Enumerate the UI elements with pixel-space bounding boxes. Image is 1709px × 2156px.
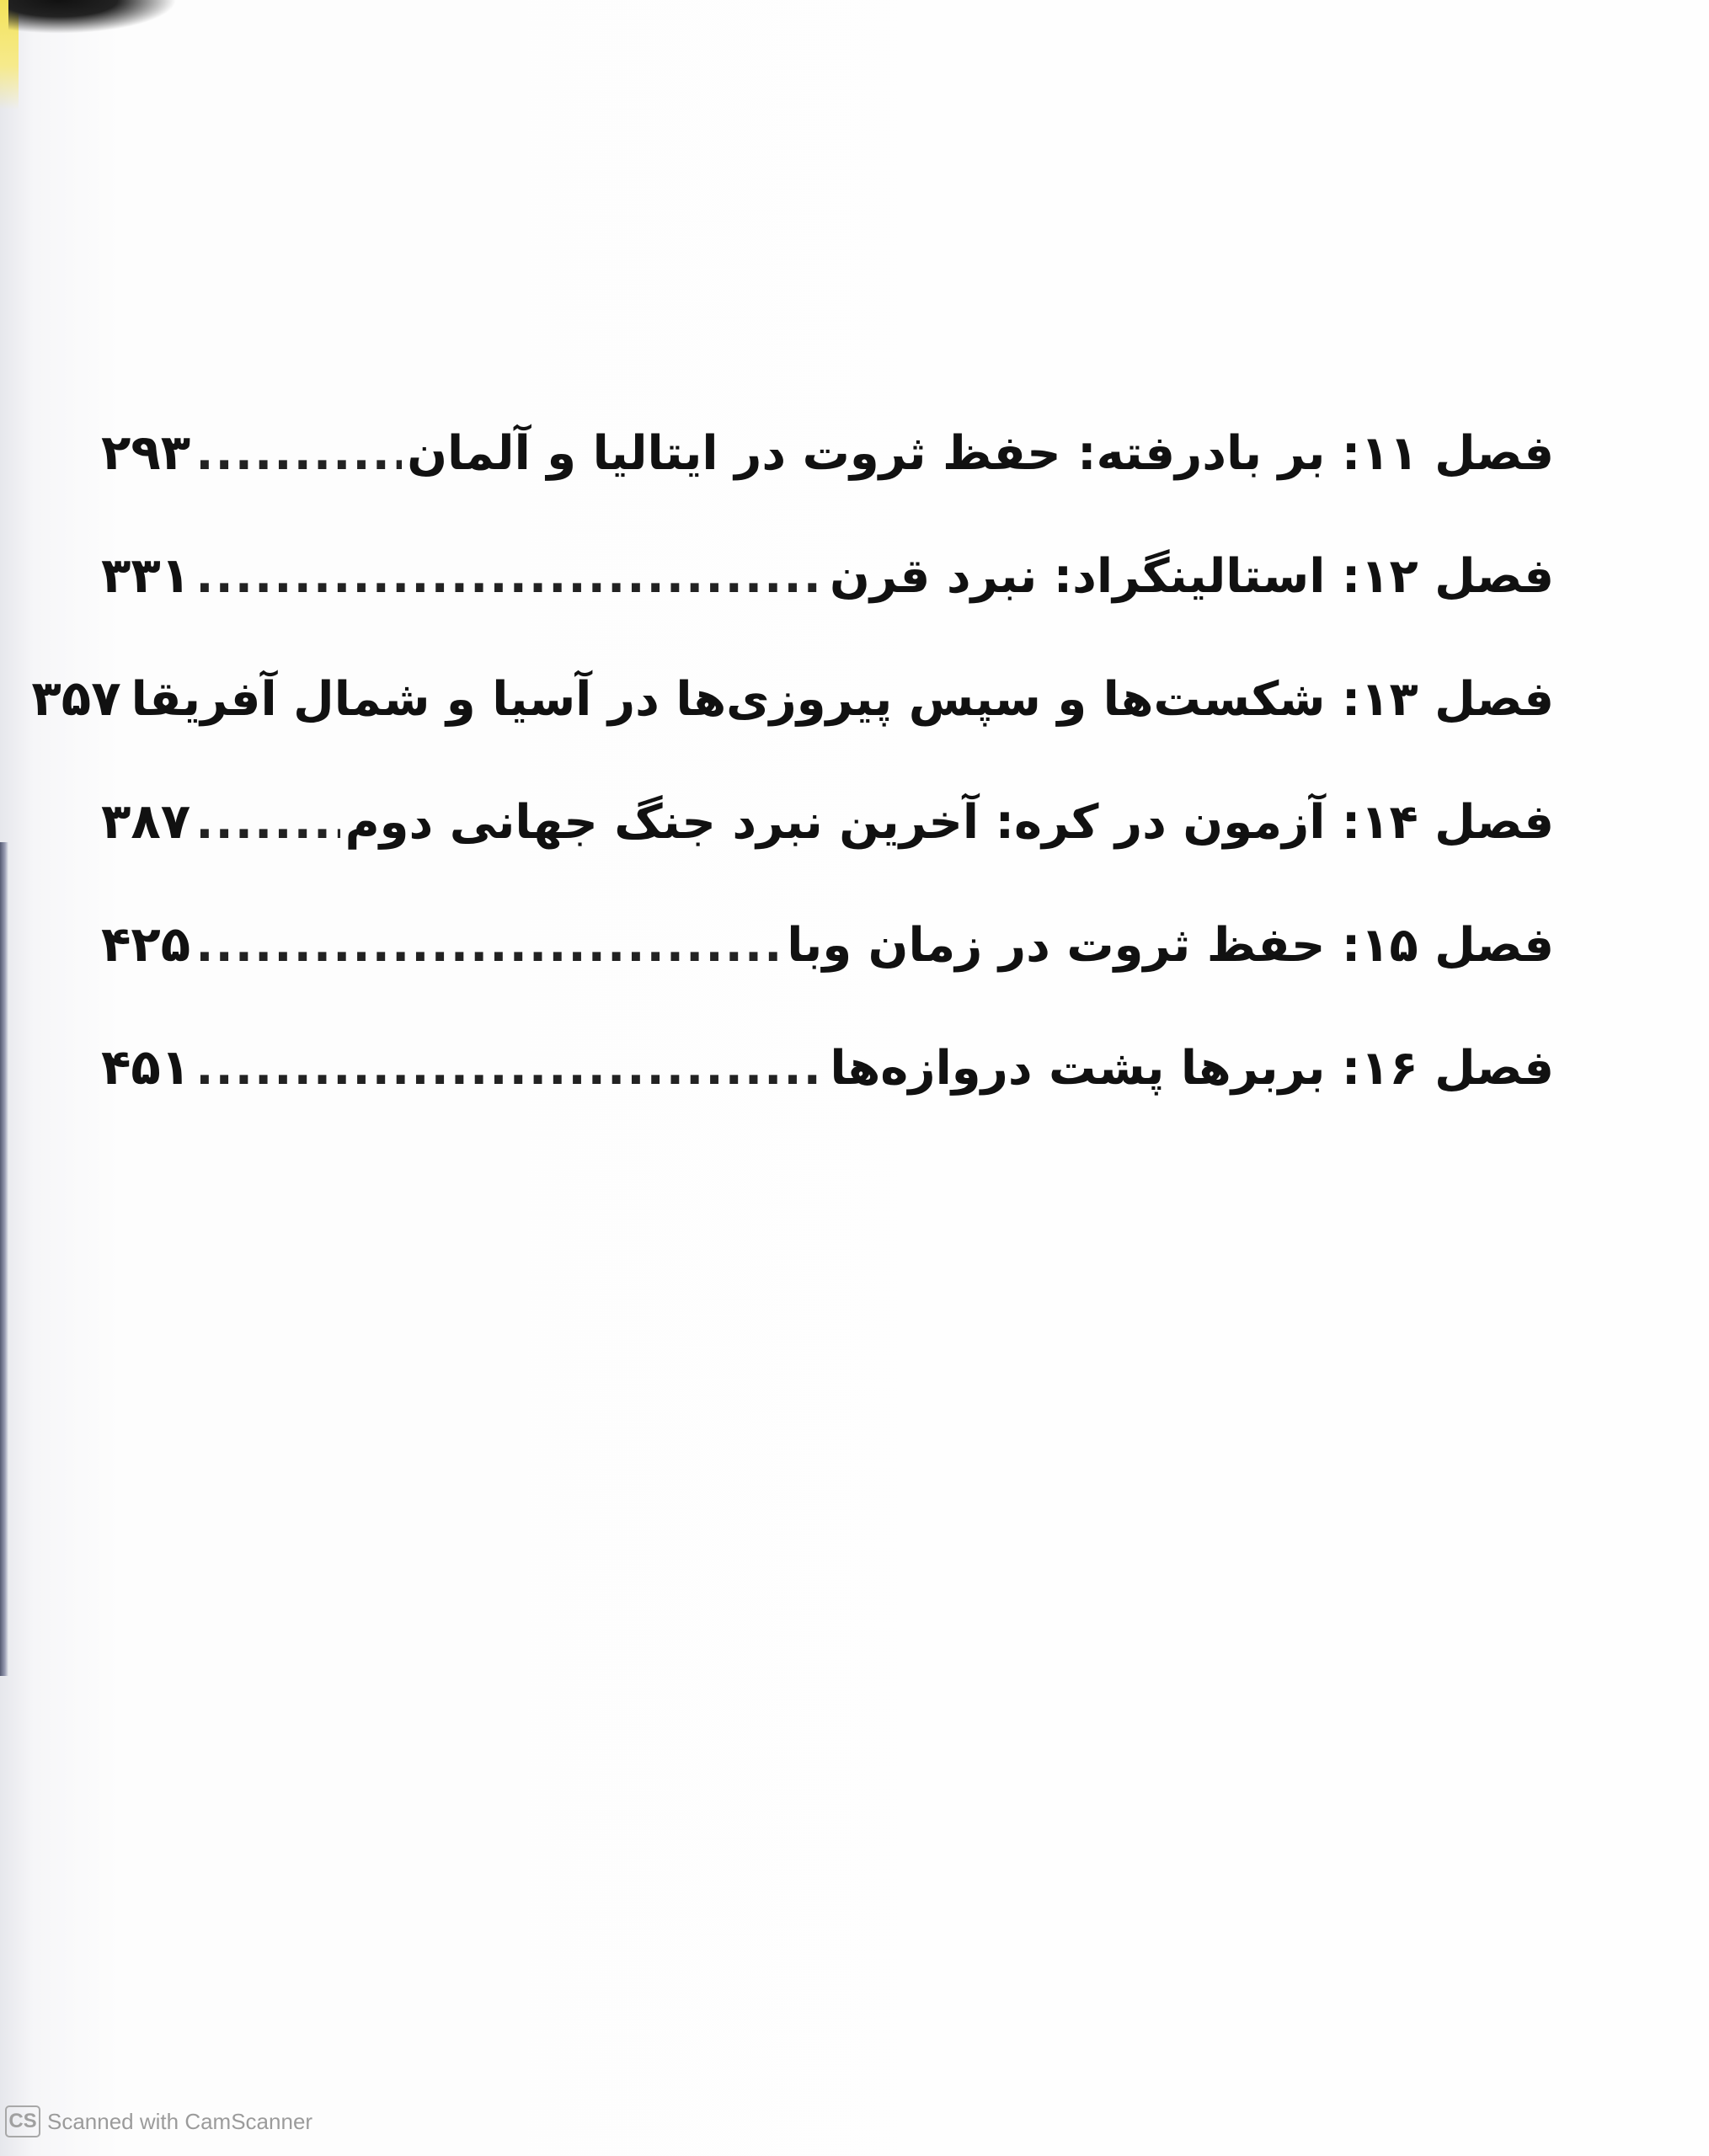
toc-entry-page: ۳۸۷	[101, 792, 191, 850]
toc-entry-title: فصل ۱۶: بربرها پشت دروازه‌ها	[830, 1041, 1554, 1096]
toc-entry	[101, 915, 1554, 1043]
toc-entry	[101, 547, 1554, 674]
toc-dot-leader	[195, 922, 782, 969]
page-corner-shadow	[8, 0, 177, 34]
toc-entry	[31, 670, 1554, 797]
page-edge-shadow	[0, 842, 8, 1676]
scanner-watermark	[5, 2105, 312, 2137]
toc-entry-title: فصل ۱۴: آزمون در کره: آخرین نبرد جنگ جهانی دوم	[344, 795, 1554, 850]
toc-entry-page: ۴۵۱	[101, 1038, 191, 1096]
toc-dot-leader	[195, 553, 825, 600]
toc-entry-title: فصل ۱۳: شکست‌ها و سپس پیروزی‌ها در آسیا و شمال آفریقا	[131, 672, 1554, 727]
toc-entry	[101, 792, 1554, 920]
table-of-contents	[31, 424, 1554, 1166]
toc-entry-page: ۲۹۳	[101, 424, 191, 481]
toc-entry	[101, 424, 1554, 551]
toc-dot-leader	[195, 1045, 825, 1092]
watermark-text: Scanned with CamScanner	[47, 2108, 313, 2134]
camscanner-logo-icon: CS	[5, 2105, 40, 2137]
toc-entry-title: فصل ۱۱: بر بادرفته: حفظ ثروت در ایتالیا و آلمان	[407, 426, 1554, 481]
toc-entry-page: ۴۲۵	[101, 915, 191, 973]
toc-dot-leader	[195, 430, 402, 478]
toc-dot-leader	[195, 799, 339, 846]
toc-entry-page: ۳۳۱	[101, 547, 191, 604]
toc-entry-title: فصل ۱۲: استالینگراد: نبرد قرن	[830, 549, 1554, 604]
toc-entry-title: فصل ۱۵: حفظ ثروت در زمان وبا	[787, 918, 1554, 973]
toc-entry	[101, 1038, 1554, 1166]
toc-entry-page: ۳۵۷	[31, 670, 121, 727]
